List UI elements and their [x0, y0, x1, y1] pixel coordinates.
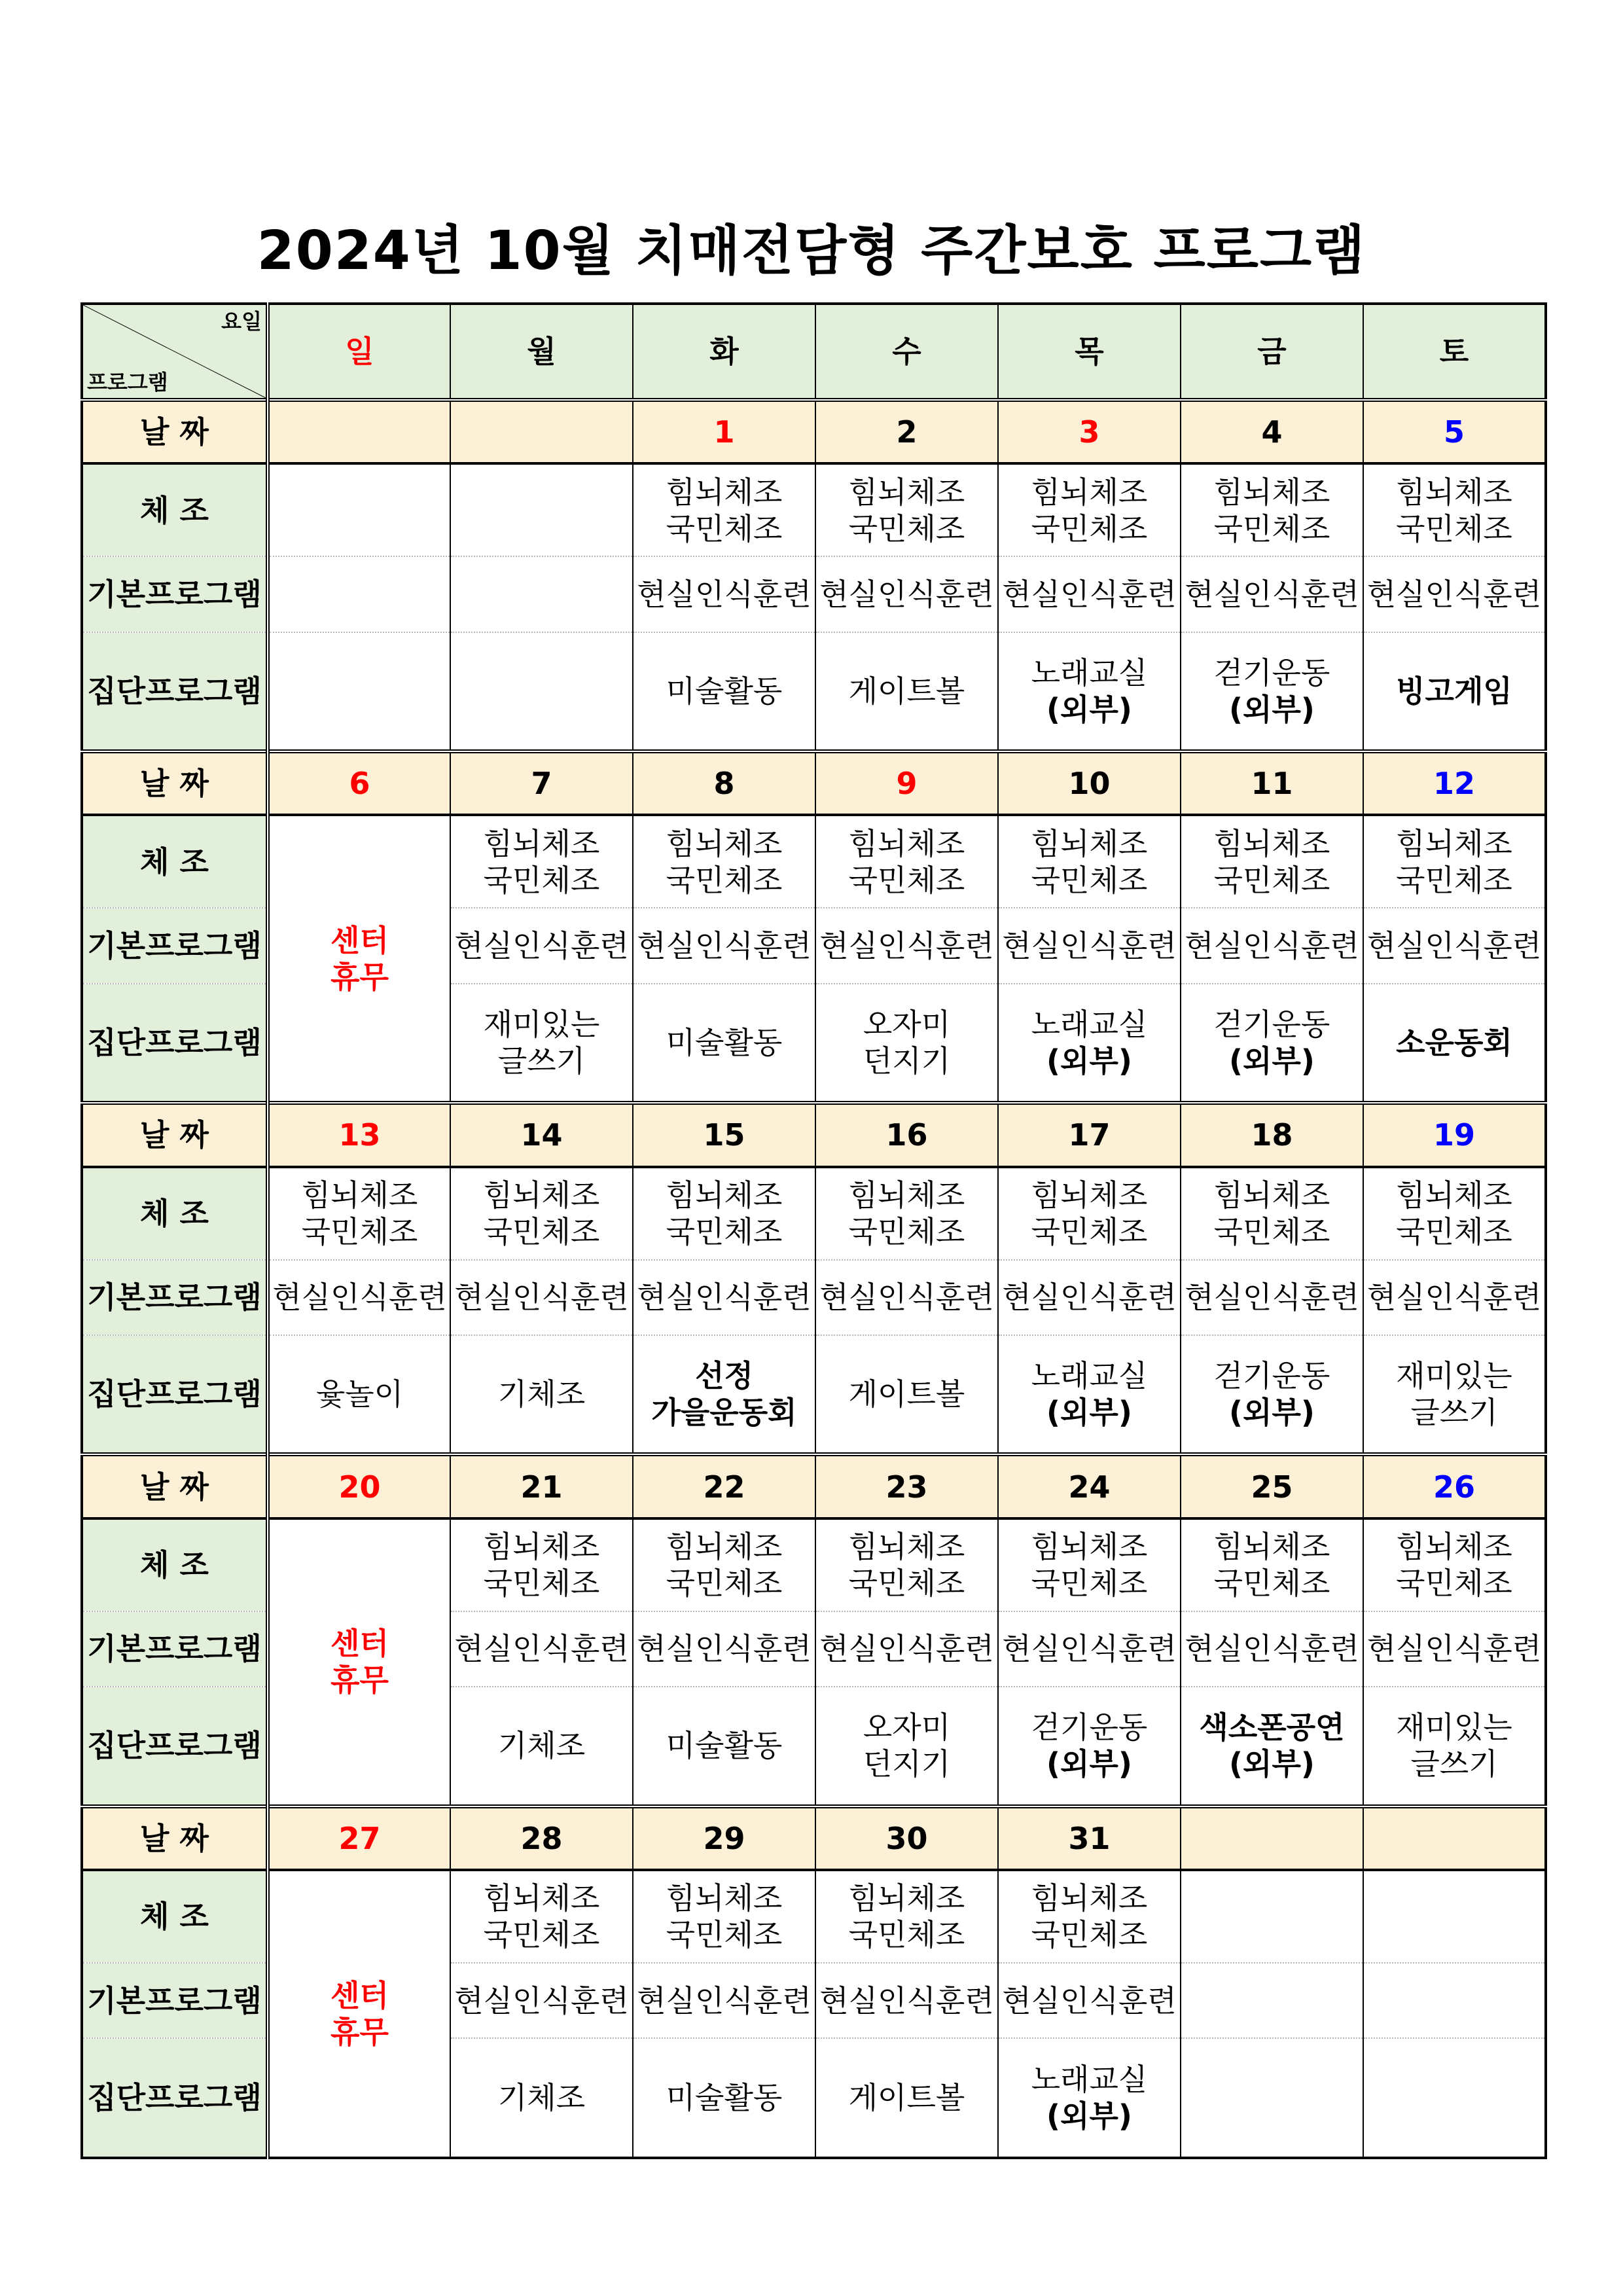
exercise-item-2: 국민체조: [1396, 1566, 1512, 1602]
exercise-item-1: 힘뇌체조: [848, 1177, 965, 1213]
group-program-line-1: 윷놀이: [315, 1376, 404, 1412]
date-cell: 22: [633, 1454, 815, 1518]
exercise-item-2: 국민체조: [666, 862, 783, 898]
basic-program-cell: [450, 556, 633, 632]
basic-program-cell: 현실인식훈련: [1363, 908, 1546, 984]
basic-program-cell: [1363, 1963, 1546, 2039]
exercise-cell: [1181, 1870, 1363, 1963]
basic-program-row-label: 기본프로그램: [82, 1611, 268, 1687]
exercise-item-1: 힘뇌체조: [301, 1177, 418, 1213]
group-program-cell: [1181, 984, 1363, 1103]
basic-program-cell: 현실인식훈련: [450, 1611, 633, 1687]
group-program-cell: [1363, 1687, 1546, 1806]
exercise-item-1: 힘뇌체조: [666, 825, 783, 861]
date-cell: 30: [815, 1806, 998, 1870]
exercise-cell: [1181, 463, 1363, 556]
group-program-cell: [815, 632, 998, 751]
group-program-cell: [998, 984, 1181, 1103]
exercise-cell: [633, 815, 815, 908]
exercise-row: [82, 1870, 1546, 1963]
exercise-row: [82, 1167, 1546, 1260]
exercise-cell: [1181, 815, 1363, 908]
exercise-item-1: 힘뇌체조: [1031, 474, 1148, 510]
exercise-item-1: 힘뇌체조: [1396, 1177, 1512, 1213]
day-header: 일: [268, 304, 450, 400]
day-header: 월: [450, 304, 633, 400]
exercise-cell: [450, 463, 633, 556]
group-program-line-2: (외부): [1229, 1395, 1315, 1431]
group-program-row-label: 집단프로그램: [82, 1335, 268, 1454]
exercise-cell: [633, 1167, 815, 1260]
exercise-item-1: 힘뇌체조: [666, 1529, 783, 1565]
exercise-item-2: 국민체조: [483, 1214, 600, 1250]
basic-program-cell: [268, 556, 450, 632]
basic-program-cell: 현실인식훈련: [815, 908, 998, 984]
exercise-cell: [998, 1518, 1181, 1611]
group-program-cell: [633, 632, 815, 751]
group-program-line-1: 재미있는: [1396, 1358, 1512, 1394]
date-cell: 5: [1363, 400, 1546, 463]
exercise-item-1: 힘뇌체조: [1031, 825, 1148, 861]
group-program-line-1: 재미있는: [1396, 1710, 1512, 1746]
group-program-cell: [1363, 632, 1546, 751]
group-program-line-1: 선정: [695, 1358, 753, 1394]
date-cell: 15: [633, 1103, 815, 1166]
date-cell: 29: [633, 1806, 815, 1870]
group-program-cell: [633, 2038, 815, 2158]
schedule-table: [80, 302, 1547, 2159]
exercise-cell: [998, 815, 1181, 908]
exercise-item-1: 힘뇌체조: [483, 1529, 600, 1565]
group-program-cell: [450, 1687, 633, 1806]
basic-program-cell: 현실인식훈련: [450, 1260, 633, 1336]
group-program-line-1: 색소폰공연: [1199, 1710, 1345, 1746]
group-program-line-1: 기체조: [497, 1376, 586, 1412]
date-cell: [1181, 1806, 1363, 1870]
exercise-item-2: 국민체조: [1213, 511, 1330, 547]
exercise-cell: [815, 815, 998, 908]
exercise-cell: [815, 463, 998, 556]
exercise-cell: [450, 1870, 633, 1963]
day-header: 수: [815, 304, 998, 400]
date-cell: 6: [268, 751, 450, 815]
closed-line-2: 휴무: [330, 2014, 389, 2050]
group-program-line-2: 글쓰기: [497, 1043, 586, 1079]
exercise-item-1: 힘뇌체조: [1213, 1529, 1330, 1565]
basic-program-cell: 현실인식훈련: [815, 556, 998, 632]
exercise-cell: [1181, 1518, 1363, 1611]
basic-program-cell: 현실인식훈련: [998, 908, 1181, 984]
basic-program-cell: 현실인식훈련: [633, 1611, 815, 1687]
group-program-cell: [268, 1335, 450, 1454]
date-cell: 11: [1181, 751, 1363, 815]
group-program-row: [82, 1335, 1546, 1454]
exercise-cell: [815, 1870, 998, 1963]
group-program-line-2: (외부): [1229, 691, 1315, 727]
group-program-line-2: 던지기: [863, 1043, 951, 1079]
exercise-cell: [998, 1870, 1181, 1963]
date-row-label: 날 짜: [82, 1103, 268, 1166]
exercise-item-2: 국민체조: [666, 511, 783, 547]
exercise-cell: [268, 463, 450, 556]
date-row-label: 날 짜: [82, 1454, 268, 1518]
date-cell: 24: [998, 1454, 1181, 1518]
exercise-item-2: 국민체조: [848, 511, 965, 547]
date-cell: 12: [1363, 751, 1546, 815]
basic-program-row: [82, 556, 1546, 632]
exercise-item-2: 국민체조: [301, 1214, 418, 1250]
date-cell: 9: [815, 751, 998, 815]
exercise-cell: [450, 815, 633, 908]
basic-program-cell: 현실인식훈련: [1363, 1611, 1546, 1687]
exercise-item-2: 국민체조: [1396, 1214, 1512, 1250]
group-program-row: [82, 632, 1546, 751]
date-cell: 4: [1181, 400, 1363, 463]
closed-line-1: 센터: [330, 1626, 389, 1662]
group-program-line-2: 던지기: [863, 1746, 951, 1782]
exercise-cell: [450, 1167, 633, 1260]
basic-program-cell: 현실인식훈련: [1181, 908, 1363, 984]
exercise-item-1: 힘뇌체조: [1031, 1880, 1148, 1916]
date-cell: 20: [268, 1454, 450, 1518]
exercise-row-label: 체 조: [82, 815, 268, 908]
group-program-line-1: 미술활동: [666, 2080, 783, 2116]
basic-program-cell: 현실인식훈련: [1363, 556, 1546, 632]
closed-line-1: 센터: [330, 922, 389, 958]
basic-program-cell: 현실인식훈련: [1181, 1611, 1363, 1687]
group-program-cell: [633, 1335, 815, 1454]
group-program-cell: [268, 632, 450, 751]
exercise-cell: [1363, 1518, 1546, 1611]
exercise-item-2: 국민체조: [483, 1917, 600, 1953]
group-program-line-1: 게이트볼: [848, 1376, 965, 1412]
exercise-item-2: 국민체조: [1031, 1214, 1148, 1250]
date-cell: 2: [815, 400, 998, 463]
group-program-line-2: (외부): [1046, 2098, 1132, 2134]
exercise-item-2: 국민체조: [848, 1214, 965, 1250]
header-row: [82, 304, 1546, 400]
basic-program-row-label: 기본프로그램: [82, 908, 268, 984]
exercise-item-2: 국민체조: [1213, 1214, 1330, 1250]
group-program-line-2: (외부): [1229, 1043, 1315, 1079]
exercise-item-2: 국민체조: [666, 1917, 783, 1953]
basic-program-cell: 현실인식훈련: [815, 1260, 998, 1336]
exercise-item-1: 힘뇌체조: [1396, 474, 1512, 510]
group-program-row-label: 집단프로그램: [82, 632, 268, 751]
group-program-line-1: 기체조: [497, 2080, 586, 2116]
exercise-cell: [1363, 463, 1546, 556]
group-program-line-1: 기체조: [497, 1728, 586, 1764]
center-closed-cell: [268, 1870, 450, 2158]
date-cell: 17: [998, 1103, 1181, 1166]
day-header: 목: [998, 304, 1181, 400]
exercise-item-1: 힘뇌체조: [848, 1529, 965, 1565]
date-cell: 3: [998, 400, 1181, 463]
basic-program-row-label: 기본프로그램: [82, 1260, 268, 1336]
date-cell: 16: [815, 1103, 998, 1166]
group-program-line-1: 노래교실: [1031, 2062, 1148, 2098]
exercise-row-label: 체 조: [82, 1518, 268, 1611]
exercise-cell: [633, 463, 815, 556]
group-program-line-1: 걷기운동: [1213, 1358, 1330, 1394]
group-program-line-1: 노래교실: [1031, 1358, 1148, 1394]
group-program-line-1: 노래교실: [1031, 655, 1148, 691]
date-row: [82, 400, 1546, 463]
exercise-item-2: 국민체조: [1031, 1566, 1148, 1602]
closed-line-1: 센터: [330, 1977, 389, 2013]
group-program-cell: [1181, 1687, 1363, 1806]
group-program-cell: [998, 2038, 1181, 2158]
date-row-label: 날 짜: [82, 400, 268, 463]
basic-program-row-label: 기본프로그램: [82, 556, 268, 632]
group-program-cell: [815, 1687, 998, 1806]
exercise-cell: [268, 1167, 450, 1260]
group-program-line-1: 빙고게임: [1396, 673, 1512, 709]
group-program-line-1: 게이트볼: [848, 2080, 965, 2116]
exercise-row-label: 체 조: [82, 1167, 268, 1260]
exercise-item-2: 국민체조: [1031, 511, 1148, 547]
basic-program-row-label: 기본프로그램: [82, 1963, 268, 2039]
group-program-row-label: 집단프로그램: [82, 1687, 268, 1806]
group-program-cell: [998, 1335, 1181, 1454]
date-cell: 21: [450, 1454, 633, 1518]
exercise-cell: [1363, 1870, 1546, 1963]
date-cell: 14: [450, 1103, 633, 1166]
group-program-line-1: 걷기운동: [1031, 1710, 1148, 1746]
exercise-item-2: 국민체조: [666, 1566, 783, 1602]
basic-program-cell: 현실인식훈련: [1181, 556, 1363, 632]
basic-program-cell: 현실인식훈련: [998, 1963, 1181, 2039]
group-program-cell: [633, 1687, 815, 1806]
exercise-item-1: 힘뇌체조: [1213, 825, 1330, 861]
day-header: 화: [633, 304, 815, 400]
date-cell: [268, 400, 450, 463]
exercise-item-2: 국민체조: [666, 1214, 783, 1250]
date-cell: 13: [268, 1103, 450, 1166]
exercise-cell: [450, 1518, 633, 1611]
basic-program-cell: 현실인식훈련: [633, 556, 815, 632]
date-cell: 26: [1363, 1454, 1546, 1518]
group-program-line-2: (외부): [1046, 1746, 1132, 1782]
exercise-row-label: 체 조: [82, 1870, 268, 1963]
exercise-item-1: 힘뇌체조: [1396, 825, 1512, 861]
closed-line-2: 휴무: [330, 959, 389, 995]
group-program-line-2: (외부): [1046, 1395, 1132, 1431]
group-program-line-1: 미술활동: [666, 1025, 783, 1061]
group-program-line-1: 오자미: [863, 1710, 951, 1746]
day-header: 금: [1181, 304, 1363, 400]
date-cell: 31: [998, 1806, 1181, 1870]
group-program-cell: [450, 1335, 633, 1454]
date-cell: 8: [633, 751, 815, 815]
exercise-item-1: 힘뇌체조: [666, 1177, 783, 1213]
corner-program-label: 프로그램: [87, 369, 168, 395]
date-cell: 23: [815, 1454, 998, 1518]
basic-program-cell: 현실인식훈련: [450, 1963, 633, 2039]
basic-program-cell: 현실인식훈련: [1181, 1260, 1363, 1336]
group-program-line-1: 미술활동: [666, 1728, 783, 1764]
group-program-cell: [450, 632, 633, 751]
group-program-cell: [1181, 2038, 1363, 2158]
group-program-line-1: 미술활동: [666, 673, 783, 709]
group-program-line-1: 소운동회: [1396, 1025, 1512, 1061]
date-cell: [450, 400, 633, 463]
basic-program-cell: 현실인식훈련: [450, 908, 633, 984]
group-program-line-2: 글쓰기: [1410, 1746, 1498, 1782]
group-program-cell: [815, 984, 998, 1103]
exercise-item-2: 국민체조: [483, 862, 600, 898]
basic-program-cell: 현실인식훈련: [268, 1260, 450, 1336]
exercise-cell: [998, 1167, 1181, 1260]
group-program-cell: [1363, 984, 1546, 1103]
exercise-row: [82, 1518, 1546, 1611]
group-program-cell: [1363, 2038, 1546, 2158]
basic-program-cell: [1181, 1963, 1363, 2039]
exercise-item-2: 국민체조: [848, 862, 965, 898]
date-row: [82, 1454, 1546, 1518]
exercise-item-1: 힘뇌체조: [483, 1880, 600, 1916]
center-closed-cell: [268, 1518, 450, 1806]
basic-program-cell: 현실인식훈련: [815, 1611, 998, 1687]
group-program-cell: [1363, 1335, 1546, 1454]
exercise-item-1: 힘뇌체조: [483, 825, 600, 861]
group-program-line-2: (외부): [1046, 1043, 1132, 1079]
exercise-cell: [633, 1518, 815, 1611]
group-program-cell: [815, 2038, 998, 2158]
exercise-cell: [1363, 1167, 1546, 1260]
date-row: [82, 1806, 1546, 1870]
basic-program-cell: 현실인식훈련: [998, 1611, 1181, 1687]
group-program-cell: [1181, 1335, 1363, 1454]
group-program-line-1: 걷기운동: [1213, 655, 1330, 691]
group-program-line-1: 게이트볼: [848, 673, 965, 709]
basic-program-cell: 현실인식훈련: [998, 556, 1181, 632]
exercise-item-1: 힘뇌체조: [1213, 474, 1330, 510]
exercise-item-1: 힘뇌체조: [848, 474, 965, 510]
day-header: 토: [1363, 304, 1546, 400]
exercise-item-1: 힘뇌체조: [848, 825, 965, 861]
exercise-cell: [815, 1518, 998, 1611]
exercise-cell: [998, 463, 1181, 556]
date-cell: [1363, 1806, 1546, 1870]
exercise-item-2: 국민체조: [1213, 862, 1330, 898]
exercise-item-1: 힘뇌체조: [1031, 1529, 1148, 1565]
basic-program-cell: 현실인식훈련: [1363, 1260, 1546, 1336]
exercise-cell: [815, 1167, 998, 1260]
exercise-item-2: 국민체조: [1396, 511, 1512, 547]
corner-cell: [82, 304, 268, 400]
exercise-item-1: 힘뇌체조: [848, 1880, 965, 1916]
basic-program-cell: 현실인식훈련: [815, 1963, 998, 2039]
group-program-line-2: (외부): [1046, 691, 1132, 727]
date-cell: 19: [1363, 1103, 1546, 1166]
exercise-cell: [633, 1870, 815, 1963]
center-closed-cell: [268, 815, 450, 1103]
exercise-item-2: 국민체조: [848, 1917, 965, 1953]
exercise-item-2: 국민체조: [1031, 862, 1148, 898]
exercise-row-label: 체 조: [82, 463, 268, 556]
group-program-line-2: 글쓰기: [1410, 1395, 1498, 1431]
group-program-line-1: 오자미: [863, 1006, 951, 1042]
basic-program-row: [82, 1260, 1546, 1336]
exercise-cell: [1363, 815, 1546, 908]
date-cell: 1: [633, 400, 815, 463]
group-program-row-label: 집단프로그램: [82, 984, 268, 1103]
date-row-label: 날 짜: [82, 751, 268, 815]
date-cell: 10: [998, 751, 1181, 815]
group-program-line-2: 가을운동회: [651, 1395, 797, 1431]
corner-day-label: 요일: [221, 309, 262, 334]
date-cell: 27: [268, 1806, 450, 1870]
exercise-cell: [1181, 1167, 1363, 1260]
group-program-line-2: (외부): [1229, 1746, 1315, 1782]
group-program-cell: [450, 2038, 633, 2158]
group-program-row-label: 집단프로그램: [82, 2038, 268, 2158]
date-cell: 7: [450, 751, 633, 815]
exercise-row: [82, 463, 1546, 556]
exercise-item-1: 힘뇌체조: [666, 474, 783, 510]
date-row: [82, 1103, 1546, 1166]
exercise-item-2: 국민체조: [1396, 862, 1512, 898]
exercise-item-2: 국민체조: [483, 1566, 600, 1602]
group-program-line-1: 재미있는: [483, 1006, 600, 1042]
closed-line-2: 휴무: [330, 1662, 389, 1698]
exercise-item-2: 국민체조: [1213, 1566, 1330, 1602]
exercise-item-1: 힘뇌체조: [1213, 1177, 1330, 1213]
exercise-item-1: 힘뇌체조: [666, 1880, 783, 1916]
group-program-cell: [998, 1687, 1181, 1806]
exercise-item-1: 힘뇌체조: [1396, 1529, 1512, 1565]
exercise-item-2: 국민체조: [1031, 1917, 1148, 1953]
basic-program-cell: 현실인식훈련: [633, 908, 815, 984]
group-program-cell: [998, 632, 1181, 751]
group-program-cell: [1181, 632, 1363, 751]
exercise-row: [82, 815, 1546, 908]
date-row: [82, 751, 1546, 815]
date-cell: 25: [1181, 1454, 1363, 1518]
exercise-item-1: 힘뇌체조: [483, 1177, 600, 1213]
group-program-cell: [633, 984, 815, 1103]
group-program-line-1: 걷기운동: [1213, 1006, 1330, 1042]
date-cell: 18: [1181, 1103, 1363, 1166]
basic-program-cell: 현실인식훈련: [633, 1260, 815, 1336]
basic-program-cell: 현실인식훈련: [998, 1260, 1181, 1336]
group-program-cell: [815, 1335, 998, 1454]
date-row-label: 날 짜: [82, 1806, 268, 1870]
date-cell: 28: [450, 1806, 633, 1870]
group-program-line-1: 노래교실: [1031, 1006, 1148, 1042]
group-program-cell: [450, 984, 633, 1103]
exercise-item-2: 국민체조: [848, 1566, 965, 1602]
exercise-item-1: 힘뇌체조: [1031, 1177, 1148, 1213]
page-title: 2024년 10월 치매전담형 주간보호 프로그램: [257, 220, 1366, 282]
basic-program-cell: 현실인식훈련: [633, 1963, 815, 2039]
